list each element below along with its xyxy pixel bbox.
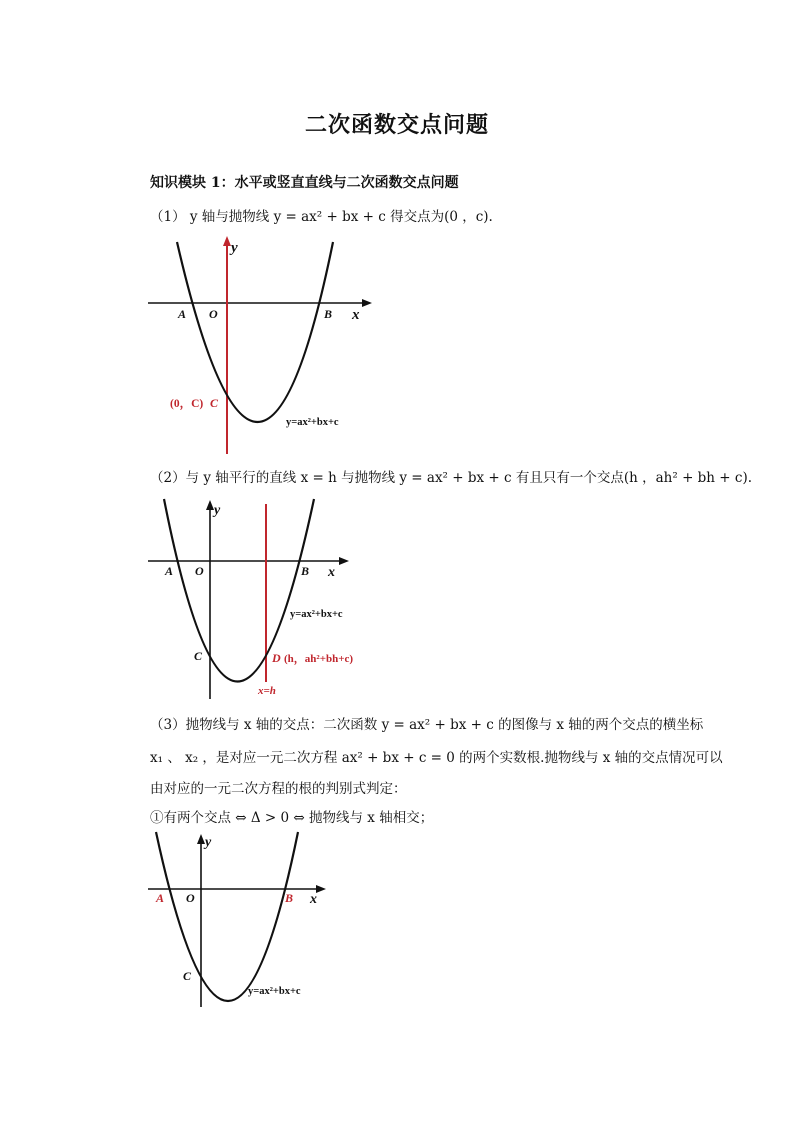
parabola-curve (177, 242, 333, 422)
item1-text: （1） y 轴与抛物线 y = ax² + bx + c 得交点为(0 ，c). (150, 209, 493, 225)
y-axis-arrow-icon (223, 236, 231, 246)
page-title: 二次函数交点问题 (304, 112, 489, 138)
y-axis-arrow-icon (197, 834, 205, 844)
item3-line3: 由对应的一元二次方程的根的判别式判定： (150, 781, 407, 797)
label-B: B (285, 891, 294, 905)
label-y: y (205, 835, 212, 850)
item3-line4: ①有两个交点 ⇔ Δ > 0 ⇔ 抛物线与 x 轴相交； (150, 810, 434, 826)
x-axis-arrow-icon (339, 557, 349, 565)
label-O: O (186, 891, 195, 905)
label-curve: y=ax²+bx+c (248, 986, 301, 997)
module-heading: 知识模块 1：水平或竖直直线与二次函数交点问题 (150, 175, 459, 191)
label-C: C (183, 969, 192, 983)
label-x: x (328, 565, 335, 580)
label-x: x (310, 892, 317, 907)
item2-text: （2）与 y 轴平行的直线 x = h 与抛物线 y = ax² + bx + c 有且只有一个交点(h ，ah² + bh + c). (150, 470, 753, 486)
item3-line1: （3）抛物线与 x 轴的交点：二次函数 y = ax² + bx + c 的图像与 x 轴的两个交点的横坐标 (150, 717, 704, 733)
figure1-graph (140, 232, 380, 464)
parabola-curve (156, 832, 298, 1001)
y-axis-arrow-icon (206, 500, 214, 510)
label-B: B (301, 564, 310, 578)
label-A: A (178, 307, 187, 321)
figure3-graph (140, 830, 340, 1010)
label-x: x (352, 307, 360, 323)
x-axis-arrow-icon (362, 299, 372, 307)
figure2-graph (140, 494, 370, 700)
item3-line2: x₁ 、 x₂ ，是对应一元二次方程 ax² + bx + c = 0 的两个实数根.抛物线与 x 轴的交点情况可以 (150, 750, 723, 766)
label-A: A (156, 891, 165, 905)
label-curve: y=ax²+bx+c (290, 609, 343, 620)
label-C: C (210, 396, 219, 410)
label-C: C (194, 649, 203, 663)
label-O: O (195, 564, 204, 578)
label-O: O (209, 307, 218, 321)
label-point: (0，C) (170, 398, 204, 410)
label-B: B (324, 307, 333, 321)
label-y: y (214, 503, 221, 518)
label-y: y (231, 240, 238, 256)
label-D: D (272, 651, 281, 665)
label-A: A (165, 564, 174, 578)
x-axis-arrow-icon (316, 885, 326, 893)
label-point: (h，ah²+bh+c) (284, 653, 354, 665)
label-line: x=h (258, 685, 276, 697)
label-curve: y=ax²+bx+c (286, 417, 339, 428)
